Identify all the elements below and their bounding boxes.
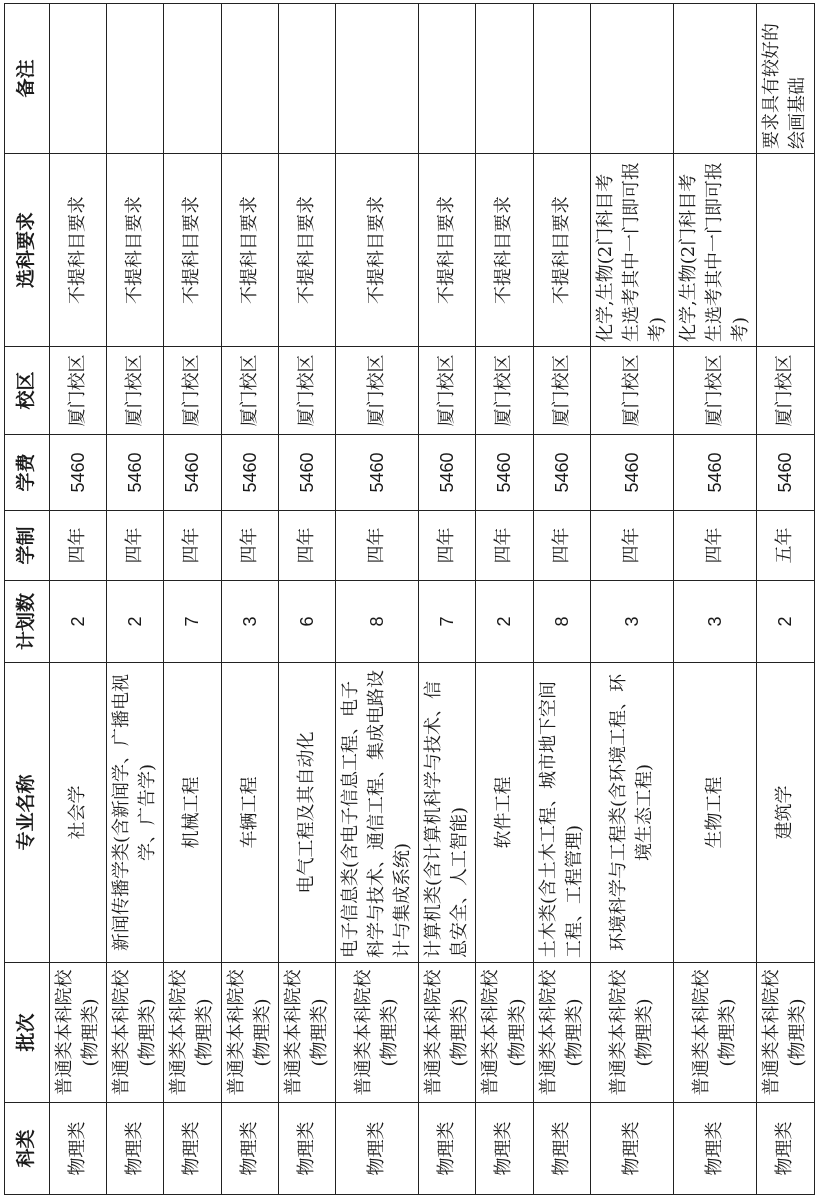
cell-campus: 厦门校区 — [164, 347, 221, 435]
cell-major: 车辆工程 — [221, 663, 278, 963]
table-row — [590, 4, 673, 1195]
header-fee: 学费 — [5, 435, 50, 511]
cell-note — [590, 4, 673, 154]
enrollment-plan-table — [4, 3, 815, 1195]
cell-years: 四年 — [221, 511, 278, 581]
cell-subject: 物理类 — [757, 1103, 814, 1195]
cell-major: 软件工程 — [476, 663, 533, 963]
cell-note: 要求具有较好的绘画基础 — [757, 4, 814, 154]
cell-requirement: 不提科目要求 — [50, 154, 107, 347]
cell-major: 生物工程 — [674, 663, 757, 963]
cell-fee: 5460 — [335, 435, 418, 511]
cell-fee: 5460 — [107, 435, 164, 511]
cell-campus: 厦门校区 — [533, 347, 590, 435]
cell-subject: 物理类 — [590, 1103, 673, 1195]
cell-fee: 5460 — [419, 435, 476, 511]
cell-major: 土木类(含土木工程、城市地下空间工程、工程管理) — [533, 663, 590, 963]
cell-requirement: 化学,生物(2门科目考生选考其中一门即可报考) — [590, 154, 673, 347]
cell-note — [533, 4, 590, 154]
table-row — [419, 4, 476, 1195]
cell-plan: 2 — [757, 581, 814, 663]
cell-fee: 5460 — [476, 435, 533, 511]
header-campus: 校区 — [5, 347, 50, 435]
cell-subject: 物理类 — [533, 1103, 590, 1195]
cell-batch: 普通类本科院校(物理类) — [221, 963, 278, 1103]
cell-subject: 物理类 — [164, 1103, 221, 1195]
cell-subject: 物理类 — [674, 1103, 757, 1195]
cell-requirement: 不提科目要求 — [419, 154, 476, 347]
cell-plan: 3 — [674, 581, 757, 663]
cell-fee: 5460 — [757, 435, 814, 511]
cell-major: 建筑学 — [757, 663, 814, 963]
cell-requirement: 不提科目要求 — [476, 154, 533, 347]
cell-fee: 5460 — [533, 435, 590, 511]
cell-batch: 普通类本科院校(物理类) — [476, 963, 533, 1103]
cell-batch: 普通类本科院校(物理类) — [674, 963, 757, 1103]
cell-requirement: 不提科目要求 — [533, 154, 590, 347]
cell-major: 环境科学与工程类(含环境工程、环境生态工程) — [590, 663, 673, 963]
cell-subject: 物理类 — [335, 1103, 418, 1195]
cell-major: 计算机类(含计算机科学与技术、信息安全、人工智能) — [419, 663, 476, 963]
cell-batch: 普通类本科院校(物理类) — [533, 963, 590, 1103]
cell-fee: 5460 — [674, 435, 757, 511]
cell-plan: 8 — [335, 581, 418, 663]
cell-years: 五年 — [757, 511, 814, 581]
cell-campus: 厦门校区 — [674, 347, 757, 435]
table-row — [221, 4, 278, 1195]
cell-plan: 2 — [50, 581, 107, 663]
cell-note — [674, 4, 757, 154]
cell-note — [278, 4, 335, 154]
table-row — [674, 4, 757, 1195]
header-row — [5, 4, 50, 1195]
cell-fee: 5460 — [590, 435, 673, 511]
cell-note — [107, 4, 164, 154]
cell-campus: 厦门校区 — [107, 347, 164, 435]
cell-fee: 5460 — [50, 435, 107, 511]
cell-batch: 普通类本科院校(物理类) — [164, 963, 221, 1103]
cell-campus: 厦门校区 — [50, 347, 107, 435]
cell-subject: 物理类 — [107, 1103, 164, 1195]
cell-years: 四年 — [335, 511, 418, 581]
cell-note — [164, 4, 221, 154]
header-note: 备注 — [5, 4, 50, 154]
cell-note — [50, 4, 107, 154]
table-row — [757, 4, 814, 1195]
table-row — [164, 4, 221, 1195]
cell-plan: 3 — [221, 581, 278, 663]
cell-major: 社会学 — [50, 663, 107, 963]
cell-requirement: 不提科目要求 — [335, 154, 418, 347]
cell-batch: 普通类本科院校(物理类) — [278, 963, 335, 1103]
cell-batch: 普通类本科院校(物理类) — [107, 963, 164, 1103]
cell-years: 四年 — [278, 511, 335, 581]
cell-fee: 5460 — [221, 435, 278, 511]
cell-requirement: 不提科目要求 — [107, 154, 164, 347]
cell-batch: 普通类本科院校(物理类) — [419, 963, 476, 1103]
header-requirement: 选科要求 — [5, 154, 50, 347]
cell-plan: 3 — [590, 581, 673, 663]
cell-note — [476, 4, 533, 154]
header-years: 学制 — [5, 511, 50, 581]
cell-years: 四年 — [107, 511, 164, 581]
cell-fee: 5460 — [164, 435, 221, 511]
cell-requirement: 不提科目要求 — [278, 154, 335, 347]
header-plan: 计划数 — [5, 581, 50, 663]
cell-plan: 7 — [164, 581, 221, 663]
cell-years: 四年 — [476, 511, 533, 581]
cell-major: 电子信息类(含电子信息工程、电子科学与技术、通信工程、集成电路设计与集成系统) — [335, 663, 418, 963]
cell-campus: 厦门校区 — [335, 347, 418, 435]
cell-subject: 物理类 — [476, 1103, 533, 1195]
cell-requirement: 化学,生物(2门科目考生选考其中一门即可报考) — [674, 154, 757, 347]
cell-campus: 厦门校区 — [757, 347, 814, 435]
table-row — [278, 4, 335, 1195]
cell-campus: 厦门校区 — [419, 347, 476, 435]
cell-years: 四年 — [50, 511, 107, 581]
cell-subject: 物理类 — [50, 1103, 107, 1195]
cell-years: 四年 — [674, 511, 757, 581]
cell-subject: 物理类 — [278, 1103, 335, 1195]
cell-batch: 普通类本科院校(物理类) — [590, 963, 673, 1103]
cell-batch: 普通类本科院校(物理类) — [335, 963, 418, 1103]
cell-subject: 物理类 — [221, 1103, 278, 1195]
cell-major: 电气工程及其自动化 — [278, 663, 335, 963]
cell-batch: 普通类本科院校(物理类) — [50, 963, 107, 1103]
cell-subject: 物理类 — [419, 1103, 476, 1195]
cell-years: 四年 — [590, 511, 673, 581]
cell-plan: 6 — [278, 581, 335, 663]
cell-years: 四年 — [419, 511, 476, 581]
cell-campus: 厦门校区 — [278, 347, 335, 435]
table-row — [107, 4, 164, 1195]
header-subject: 科类 — [5, 1103, 50, 1195]
cell-years: 四年 — [533, 511, 590, 581]
cell-major: 新闻传播学类(含新闻学、广播电视学、广告学) — [107, 663, 164, 963]
cell-note — [335, 4, 418, 154]
cell-campus: 厦门校区 — [476, 347, 533, 435]
cell-fee: 5460 — [278, 435, 335, 511]
cell-batch: 普通类本科院校(物理类) — [757, 963, 814, 1103]
cell-years: 四年 — [164, 511, 221, 581]
header-batch: 批次 — [5, 963, 50, 1103]
cell-plan: 2 — [476, 581, 533, 663]
table-row — [335, 4, 418, 1195]
table-row — [476, 4, 533, 1195]
cell-campus: 厦门校区 — [221, 347, 278, 435]
cell-campus: 厦门校区 — [590, 347, 673, 435]
table-row — [50, 4, 107, 1195]
cell-plan: 8 — [533, 581, 590, 663]
cell-major: 机械工程 — [164, 663, 221, 963]
cell-requirement: 不提科目要求 — [221, 154, 278, 347]
header-major: 专业名称 — [5, 663, 50, 963]
cell-plan: 7 — [419, 581, 476, 663]
cell-note — [221, 4, 278, 154]
table-row — [533, 4, 590, 1195]
cell-requirement — [757, 154, 814, 347]
cell-note — [419, 4, 476, 154]
cell-plan: 2 — [107, 581, 164, 663]
cell-requirement: 不提科目要求 — [164, 154, 221, 347]
